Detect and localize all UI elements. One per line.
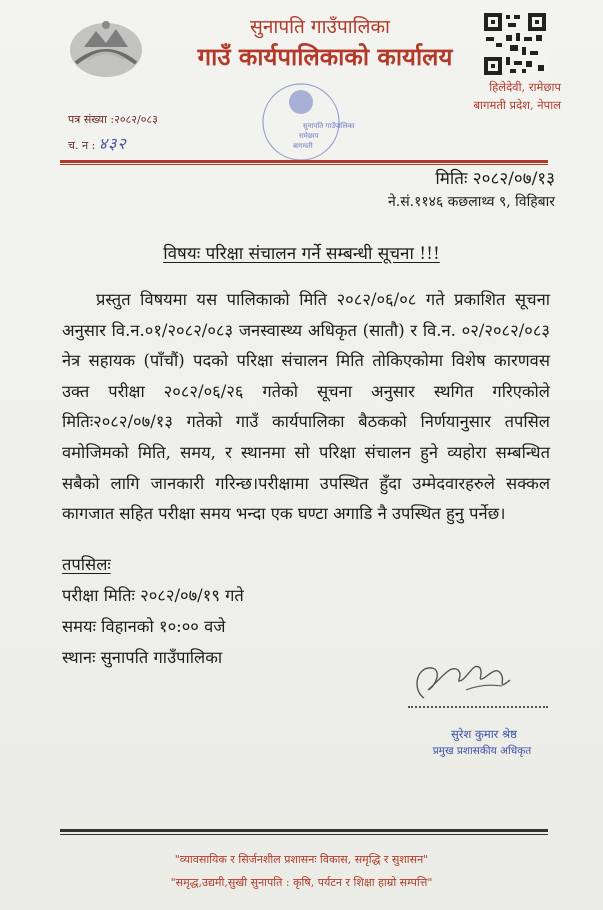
signatory-name: सुरेश कुमार श्रेष्ठ xyxy=(451,727,517,741)
reference-number: पत्र संख्या :२०८२/०८३ xyxy=(68,113,158,126)
footer-slogan-2: "समृद्ध,उद्यमी,सुखी सुनापति : कृषि, पर्यटन र शिक्षा हाम्रो सम्पत्ति" xyxy=(170,876,433,889)
signature-line xyxy=(408,706,548,708)
address-line-1: हिलेदेवी, रामेछाप xyxy=(489,80,561,94)
footer-slogan-1: "व्यावसायिक र सिर्जनशील प्रशासनः विकास, समृद्धि र सुशासन" xyxy=(174,853,429,866)
exam-time: समयः विहानको १०:०० वजे xyxy=(62,617,226,636)
stamp-text-1: सुनापति गाउँपालिका xyxy=(303,122,355,130)
dispatch-number xyxy=(68,132,127,154)
footer-divider-thin xyxy=(60,834,548,835)
stamp-text-2: रामेछाप xyxy=(299,132,319,140)
header-divider xyxy=(60,160,548,163)
header-divider-thin xyxy=(60,164,548,165)
exam-date: परीक्षा मितिः २०८२/०७/१९ गते xyxy=(62,586,244,605)
letter-date: मितिः २०८२/०७/१३ xyxy=(435,169,555,189)
body-paragraph: प्रस्तुत विषयमा यस पालिकाको मिति २०८२/०६/०८ गते प्रकाशित सूचना अनुसार वि.न.०१/२०८२/०८३ जनस्वास्थ्य अधिकृत (सातौ) र वि.न. ०२/२०८२/०८३ नेत्र सहायक (पाँचौं) पदको परिक्षा संचालन मिति तोकिएकोमा विशेष कारणवस उक्त परीक्षा २०८२/०६/२६ गतेको सूचना अनुसार स्थगित गरिएकोले मितिः२०८२/०७/१३ गतेको गाउँ कार्यपालिका बैठकको निर्णयानुसार तपसिल वमोजिमको मिति, समय, र स्थानमा सो परिक्षा संचालन हुने व्यहोरा सम्बन्धित सबैको लागि जानकारी गरिन्छ।परीक्षामा उपस्थित हुँदा उम्मेदवारहरुले सक्कल कागजात सहित परीक्षा समय भन्दा एक घण्टा अगाडि नै उपस्थित हुनु पर्नेछ। xyxy=(62,290,550,524)
nepal-sambat-date: ने.सं.११४६ कछलाथ्व ९, विहिबार xyxy=(387,194,555,210)
stamp-text-3: बागमती xyxy=(293,142,313,150)
municipality-name: सुनापति गाउँपालिका xyxy=(250,16,390,38)
address-line-2: बागमती प्रदेश, नेपाल xyxy=(473,98,561,112)
footer-divider xyxy=(60,829,548,832)
subject-line: विषयः परिक्षा संचालन गर्ने सम्बन्धी सूचना !!! xyxy=(163,244,440,264)
nepal-emblem-logo xyxy=(66,17,146,79)
qr-code xyxy=(482,11,548,77)
exam-venue: स्थानः सुनापति गाउँपालिका xyxy=(62,648,223,667)
handwritten-signature xyxy=(406,650,526,710)
details-heading: तपसिलः xyxy=(62,555,111,574)
dispatch-number-handwritten: ४३२ xyxy=(98,134,127,153)
office-name: गाउँ कार्यपालिकाको कार्यालय xyxy=(197,42,453,71)
dispatch-label: च. न : xyxy=(68,139,96,152)
office-stamp xyxy=(259,82,355,162)
signatory-title: प्रमुख प्रशासकीय अधिकृत xyxy=(432,745,532,757)
